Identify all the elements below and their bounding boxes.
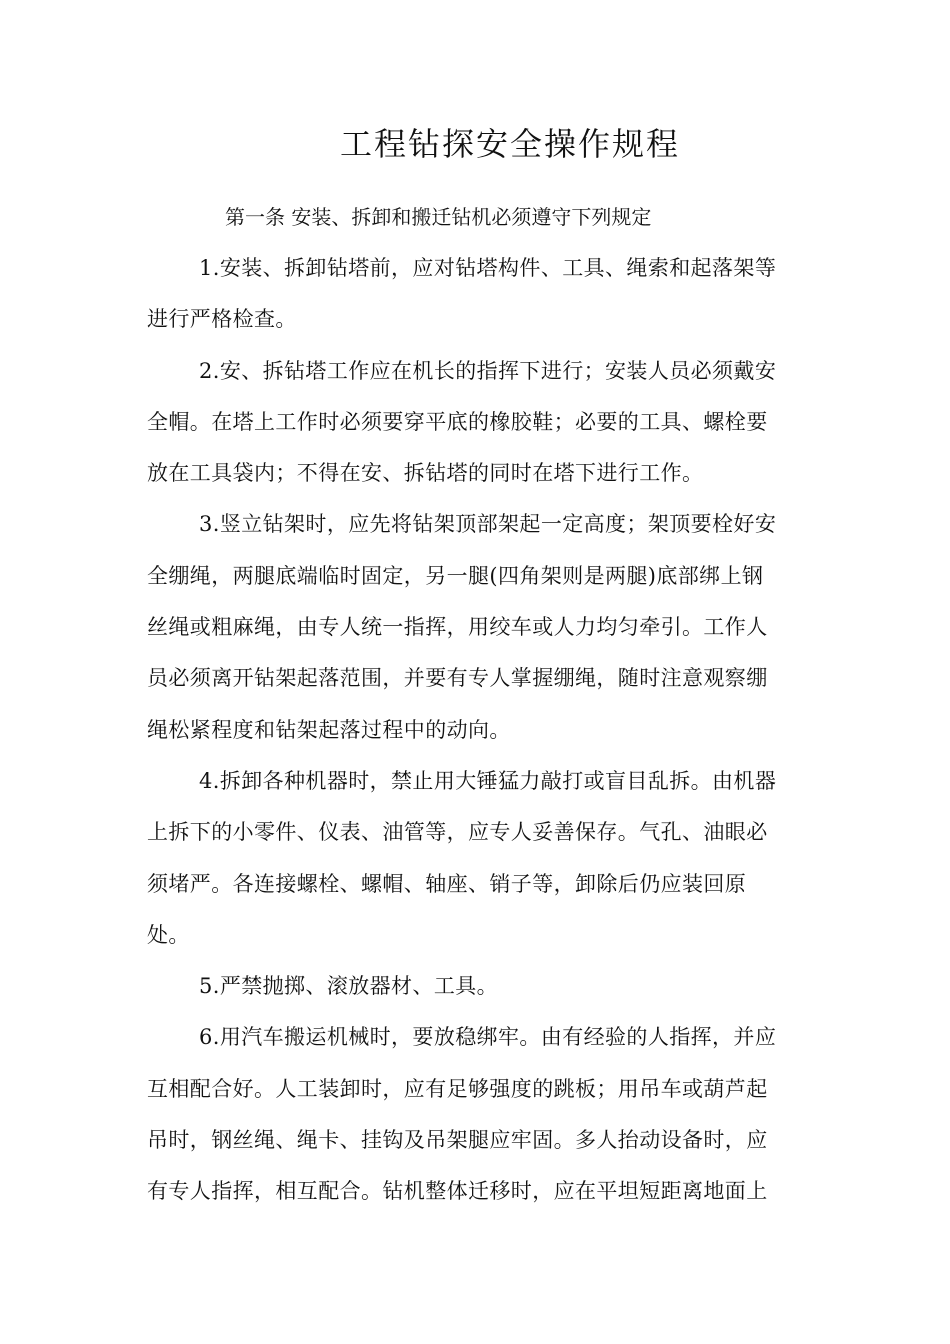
paragraph-line: 5.严禁抛掷、滚放器材、工具。 — [199, 974, 499, 999]
document-title: 工程钻探安全操作规程 — [339, 125, 680, 163]
paragraph-line: 6.用汽车搬运机械时，要放稳绑牢。由有经验的人指挥，并应 — [199, 1025, 777, 1050]
paragraph-line: 员必须离开钻架起落范围，并要有专人掌握绷绳，随时注意观察绷 — [147, 666, 768, 691]
paragraph-line: 上拆下的小零件、仪表、油管等，应专人妥善保存。气孔、油眼必 — [147, 820, 768, 845]
document-body — [147, 191, 797, 1218]
paragraph-line: 全绷绳，两腿底端临时固定，另一腿(四角架则是两腿)底部绑上钢 — [147, 563, 764, 588]
paragraph-2 — [147, 346, 797, 500]
paragraph-5 — [147, 961, 797, 1012]
section-heading: 第一条 安装、拆卸和搬迁钻机必须遵守下列规定 — [225, 205, 652, 229]
paragraph-line: 2.安、拆钻塔工作应在机长的指挥下进行；安装人员必须戴安 — [199, 358, 777, 383]
paragraph-line: 1.安装、拆卸钻塔前，应对钻塔构件、工具、绳索和起落架等 — [199, 256, 777, 280]
paragraph-line: 4.拆卸各种机器时，禁止用大锤猛力敲打或盲目乱拆。由机器 — [199, 768, 777, 793]
paragraph-line: 3.竖立钻架时，应先将钻架顶部架起一定高度；架顶要栓好安 — [199, 512, 777, 537]
paragraph-line: 丝绳或粗麻绳，由专人统一指挥，用绞车或人力均匀牵引。工作人 — [147, 615, 768, 640]
paragraph-line: 绳松紧程度和钻架起落过程中的动向。 — [147, 717, 511, 742]
paragraph-line: 有专人指挥，相互配合。钻机整体迁移时，应在平坦短距离地面上 — [147, 1179, 768, 1204]
paragraph-line: 互相配合好。人工装卸时，应有足够强度的跳板；用吊车或葫芦起 — [147, 1076, 768, 1101]
paragraph-1 — [147, 243, 797, 346]
paragraph-line: 须堵严。各连接螺栓、螺帽、轴座、销子等，卸除后仍应装回原 — [147, 871, 747, 896]
paragraph-line: 进行严格检查。 — [147, 307, 297, 332]
paragraph-6 — [147, 1012, 797, 1217]
paragraph-line: 吊时，钢丝绳、绳卡、挂钩及吊架腿应牢固。多人抬动设备时，应 — [147, 1128, 768, 1153]
paragraph-line: 处。 — [147, 922, 190, 947]
paragraph-line: 放在工具袋内；不得在安、拆钻塔的同时在塔下进行工作。 — [147, 461, 704, 486]
paragraph-4 — [147, 756, 797, 961]
paragraph-3 — [147, 499, 797, 755]
paragraph-line: 全帽。在塔上工作时必须要穿平底的橡胶鞋；必要的工具、螺栓要 — [147, 409, 768, 434]
